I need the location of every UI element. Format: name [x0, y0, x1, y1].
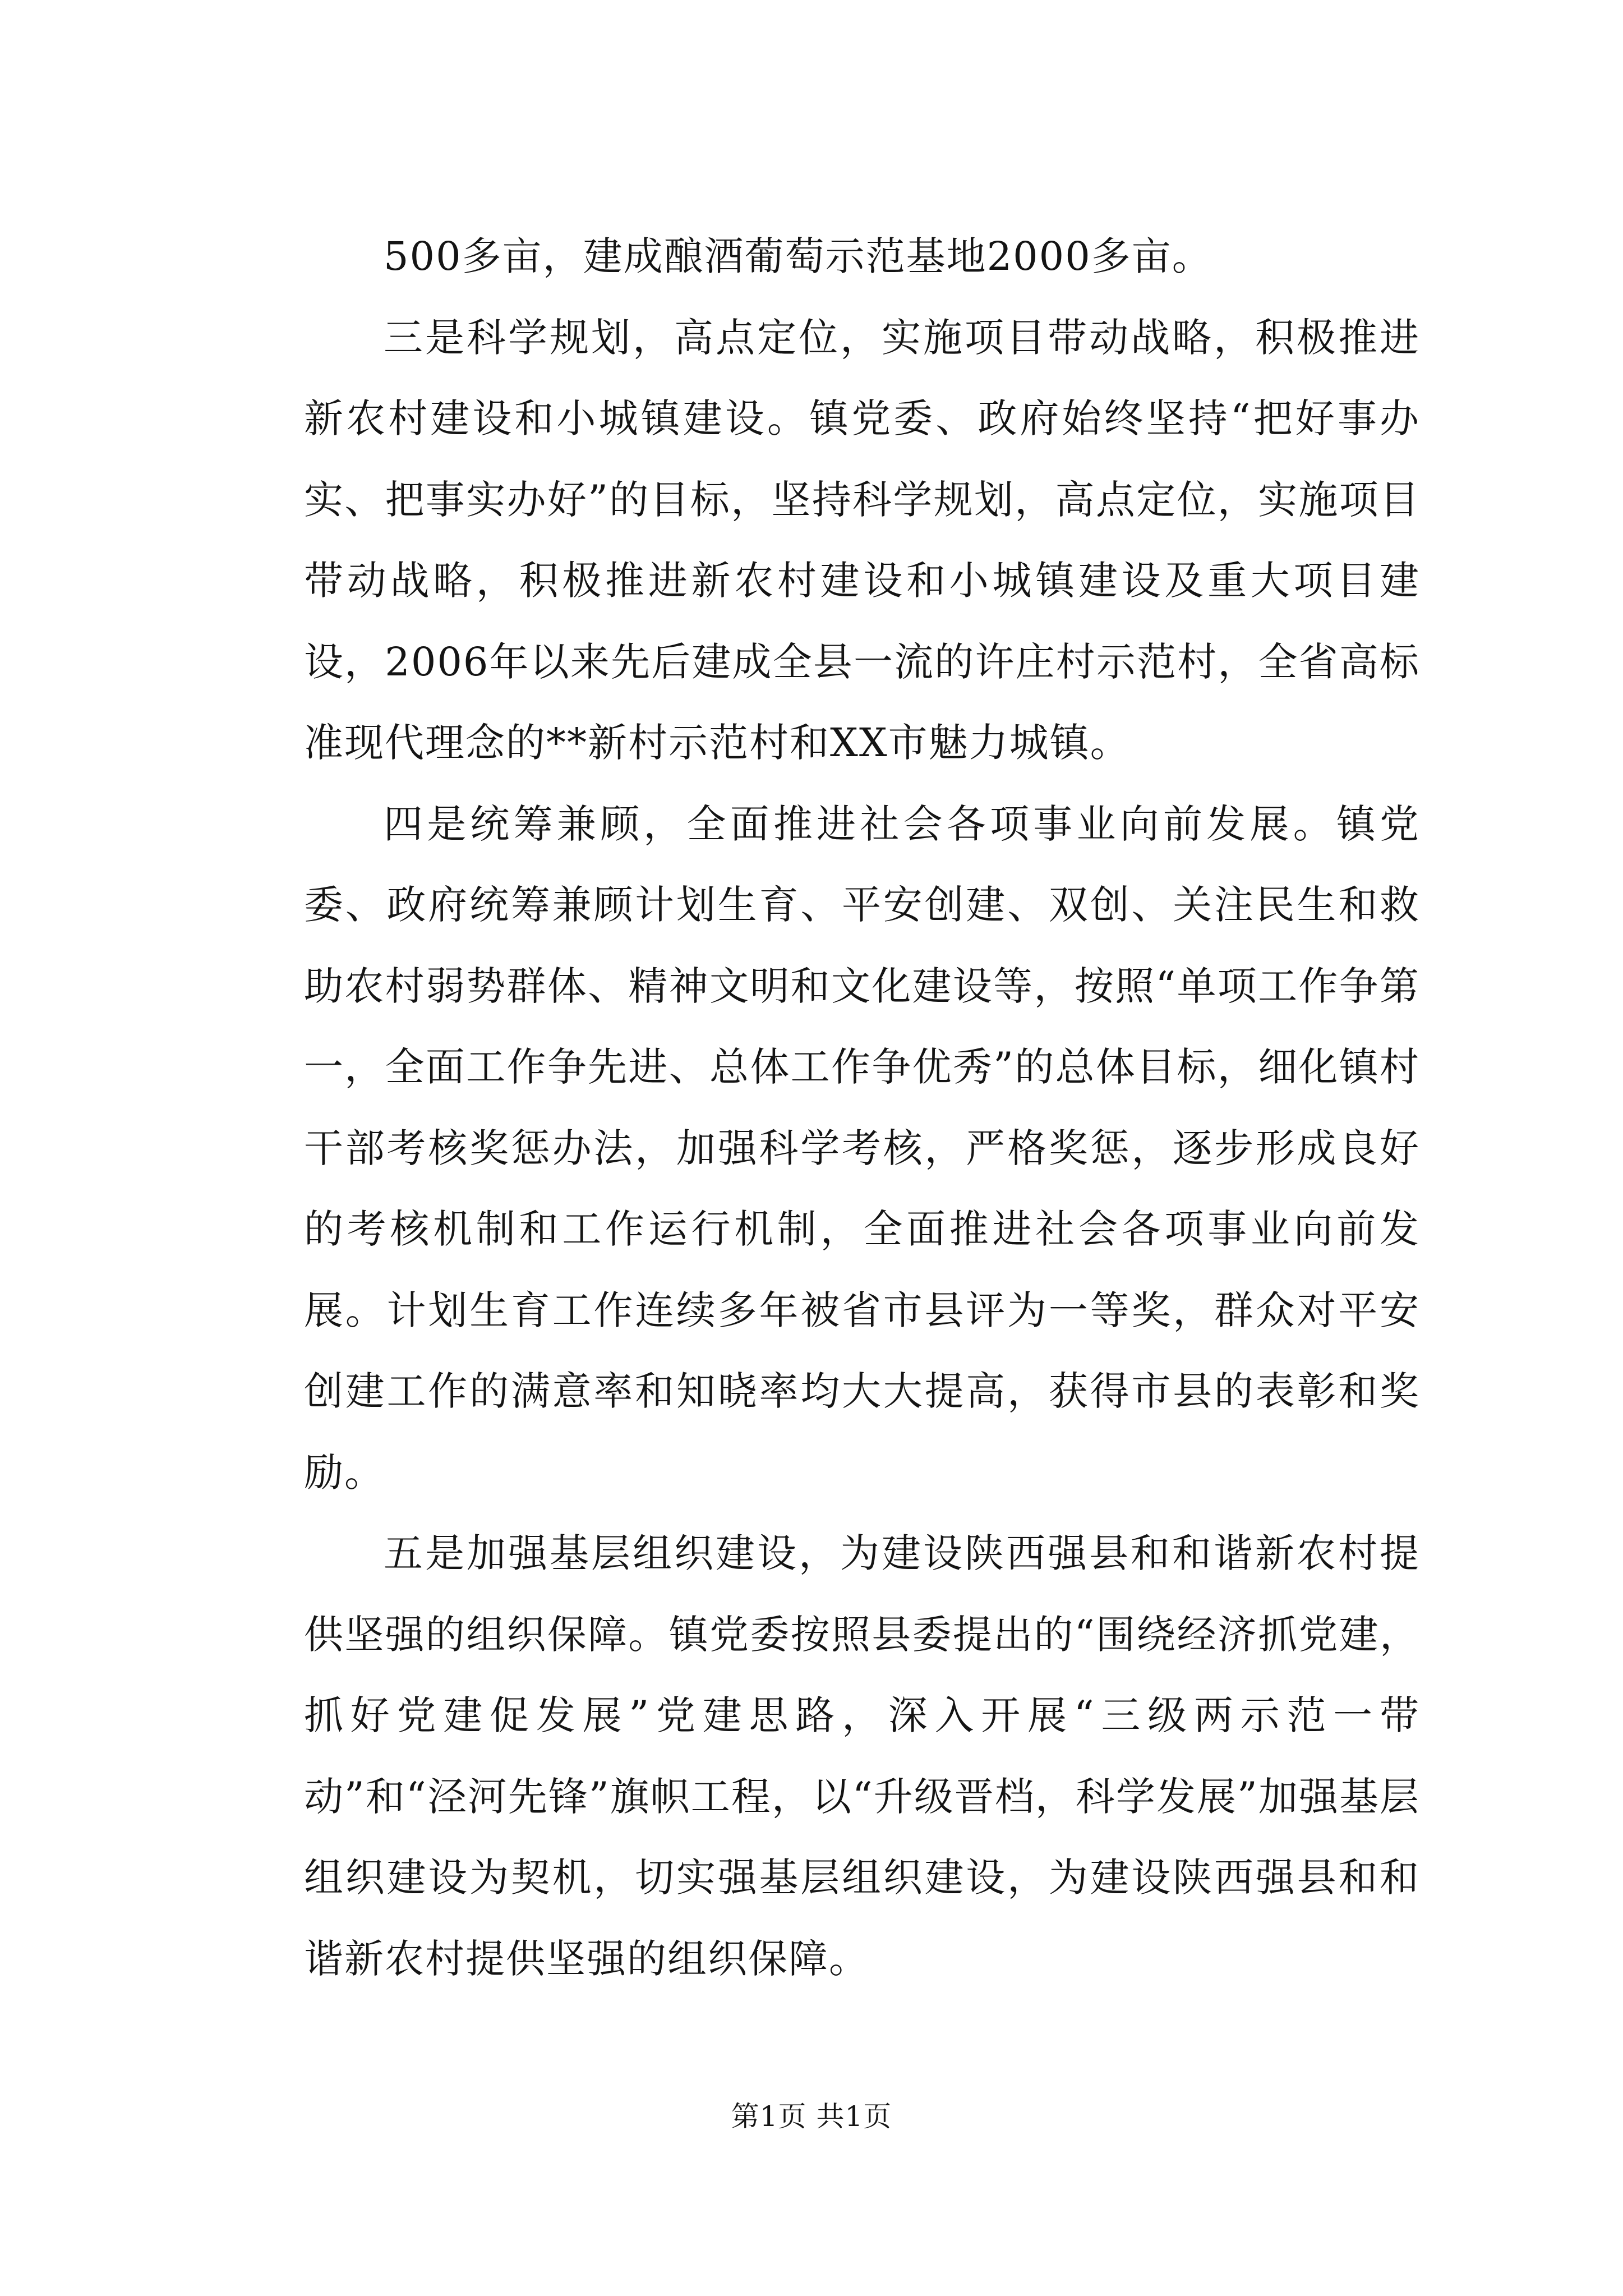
paragraph-3: 四是统筹兼顾，全面推进社会各项事业向前发展。镇党委、政府统筹兼顾计划生育、平安创建、双创、关注民生和救助农村弱势群体、精神文明和文化建设等，按照“单项工作争第一，全面工作争先进、总体工作争优秀”的总体目标，细化镇村干部考核奖惩办法，加强科学考核，严格奖惩，逐步形成良好的考核机制和工作运行机制，全面推进社会各项事业向前发展。计划生育工作连续多年被省市县评为一等奖，群众对平安创建工作的满意率和知晓率均大大提高，获得市县的表彰和奖励。: [304, 800, 1420, 1496]
paragraph-1: 500多亩，建成酿酒葡萄示范基地2000多亩。: [384, 233, 1212, 279]
paragraph-2: 三是科学规划，高点定位，实施项目带动战略，积极推进新农村建设和小城镇建设。镇党委、政府始终坚持“把好事办实、把事实办好”的目标，坚持科学规划，高点定位，实施项目带动战略，积极推进新农村建设和小城镇建设及重大项目建设，2006年以来先后建成全县一流的许庄村示范村，全省高标准现代理念的**新村示范村和XX市魅力城镇。: [304, 314, 1420, 766]
paragraph-4: 五是加强基层组织建设，为建设陕西强县和和谐新农村提供坚强的组织保障。镇党委按照县委提出的“围绕经济抓党建，抓好党建促发展”党建思路，深入开展“三级两示范一带动”和“泾河先锋”旗帜工程，以“升级晋档，科学发展”加强基层组织建设为契机，切实强基层组织建设，为建设陕西强县和和谐新农村提供坚强的组织保障。: [304, 1530, 1420, 1982]
document-body: [304, 216, 1420, 1999]
page-number-footer: 第1页 共1页: [731, 2100, 892, 2133]
